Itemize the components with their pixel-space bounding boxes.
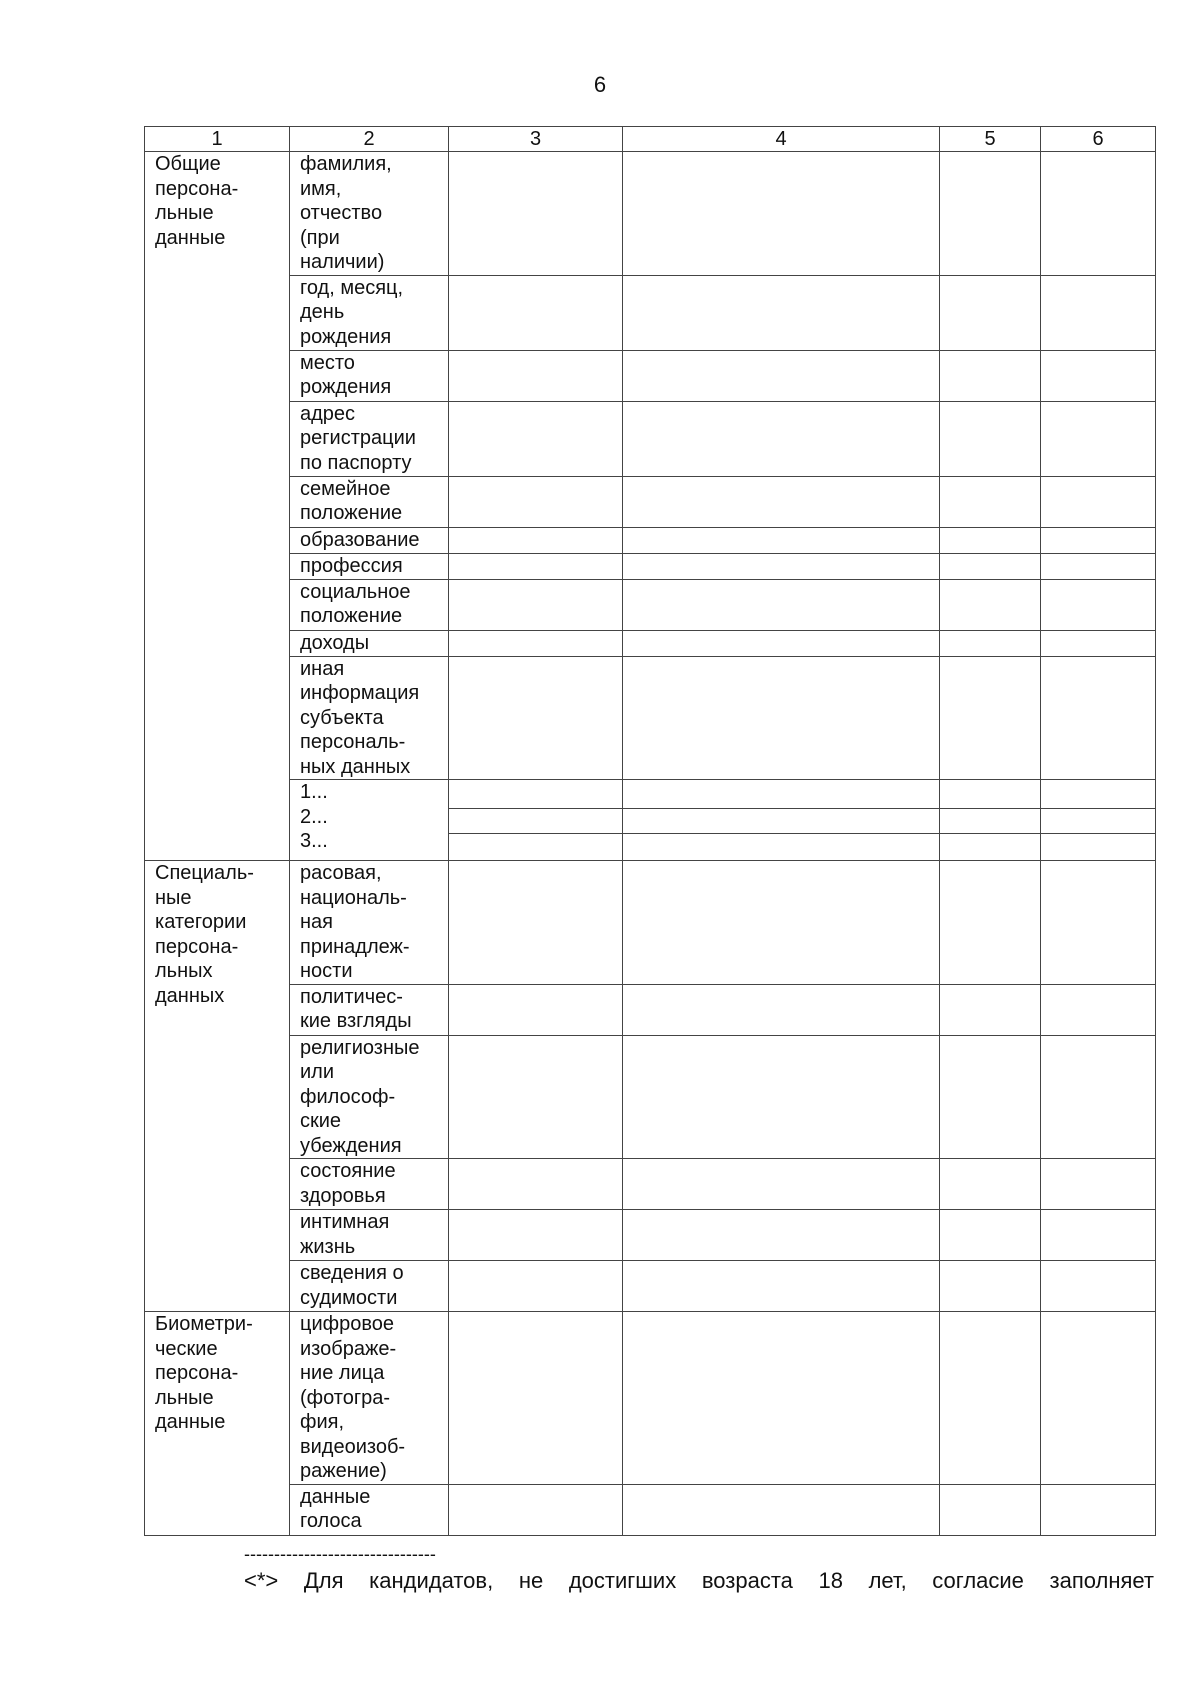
item-line: наличии)	[300, 251, 385, 273]
table-row	[145, 861, 1156, 985]
item-line: рождения	[300, 376, 392, 398]
table-cell-col-4	[623, 861, 940, 985]
category-cell	[145, 861, 290, 1312]
item-line: ские	[300, 1110, 342, 1132]
table-cell-col-5	[940, 1035, 1041, 1159]
table-cell-col-4	[623, 275, 940, 350]
item-line: персональ-	[300, 731, 406, 753]
table-row	[145, 630, 1156, 656]
table-cell-col-6	[1041, 476, 1156, 527]
table-cell-col-5	[940, 1261, 1041, 1312]
table-cell-col-4	[623, 1312, 940, 1485]
item-cell	[290, 1035, 449, 1159]
table-cell-col-3	[449, 1210, 623, 1261]
item-line: изображе-	[300, 1337, 397, 1360]
category-line: персона-	[155, 177, 239, 200]
item-line: год, месяц,	[300, 276, 404, 299]
table-row	[145, 527, 1156, 553]
item-line: (при	[300, 226, 340, 249]
table-cell-col-5	[940, 861, 1041, 985]
table-cell-col-3	[449, 350, 623, 401]
table-cell-col-6	[1041, 1484, 1156, 1535]
table-row	[145, 1312, 1156, 1485]
footnote-divider: --------------------------------	[244, 1544, 436, 1564]
item-line: доходы	[300, 631, 370, 654]
table-cell-col-6	[1041, 152, 1156, 276]
table-row	[145, 553, 1156, 579]
column-header-3: 3	[449, 127, 623, 152]
item-cell	[290, 656, 449, 780]
item-line: иная	[300, 657, 345, 680]
item-cell	[290, 630, 449, 656]
table-cell-col-6	[1041, 275, 1156, 350]
table-cell-col-6	[1041, 350, 1156, 401]
table-cell-col-4	[623, 152, 940, 276]
column-header-4: 4	[623, 127, 940, 152]
table-cell-col-6	[1041, 1159, 1156, 1210]
table-cell-col-6	[1041, 553, 1156, 579]
table-cell-col-3	[449, 1159, 623, 1210]
table-cell-col-5	[940, 579, 1041, 630]
table-cell-col-6	[1041, 834, 1156, 861]
table-cell-col-3	[449, 780, 623, 809]
page-number: 6	[593, 72, 607, 97]
item-cell	[290, 1484, 449, 1535]
table-cell-col-6	[1041, 1210, 1156, 1261]
table-cell-col-5	[940, 809, 1041, 834]
table-cell-col-4	[623, 579, 940, 630]
table-cell-col-3	[449, 527, 623, 553]
item-cell	[290, 152, 449, 276]
category-line: категории	[155, 911, 247, 933]
item-line: ных данных	[300, 755, 411, 778]
category-line: льные	[155, 202, 214, 224]
item-cell	[290, 861, 449, 985]
table-cell-col-4	[623, 809, 940, 834]
table-cell-col-6	[1041, 579, 1156, 630]
table-cell-col-4	[623, 984, 940, 1035]
column-header-6: 6	[1041, 127, 1156, 152]
item-line: субъекта	[300, 706, 384, 729]
table-cell-col-5	[940, 834, 1041, 861]
table-row	[145, 152, 1156, 276]
item-line: голоса	[300, 1510, 362, 1532]
table-row	[145, 1484, 1156, 1535]
table-cell-col-3	[449, 553, 623, 579]
item-cell	[290, 579, 449, 630]
table-cell-col-4	[623, 401, 940, 476]
table-cell-col-5	[940, 553, 1041, 579]
table-body	[145, 152, 1156, 1536]
sub-item-line: 1...	[300, 781, 328, 803]
item-line: состояние	[300, 1160, 396, 1182]
item-line: положение	[300, 605, 403, 627]
table-cell-col-4	[623, 1159, 940, 1210]
item-line: политичес-	[300, 985, 403, 1008]
table-row	[145, 1261, 1156, 1312]
item-line: по паспорту	[300, 451, 412, 474]
table-cell-col-3	[449, 275, 623, 350]
table-row	[145, 1159, 1156, 1210]
table-cell-col-4	[623, 1210, 940, 1261]
category-line: Общие	[155, 153, 221, 175]
sub-item-cell	[290, 780, 449, 861]
item-line: ражение)	[300, 1460, 387, 1482]
item-line: ная	[300, 911, 333, 933]
item-line: имя,	[300, 177, 342, 200]
table-cell-col-4	[623, 350, 940, 401]
item-line: регистрации	[300, 427, 416, 449]
table-cell-col-5	[940, 984, 1041, 1035]
table-cell-col-6	[1041, 984, 1156, 1035]
footnote-text: <*> Для кандидатов, не достигших возраста 18 лет, согласие заполняет	[244, 1568, 1154, 1593]
item-line: адрес	[300, 402, 356, 425]
category-line: Биометри-	[155, 1313, 253, 1335]
table-cell-col-5	[940, 476, 1041, 527]
table-row	[145, 579, 1156, 630]
item-line: убеждения	[300, 1134, 402, 1157]
table-cell-col-5	[940, 1210, 1041, 1261]
item-line: ние лица	[300, 1362, 385, 1384]
table-row	[145, 1210, 1156, 1261]
table-cell-col-3	[449, 984, 623, 1035]
table-cell-col-3	[449, 476, 623, 527]
table-cell-col-6	[1041, 401, 1156, 476]
item-line: фия,	[300, 1411, 345, 1433]
table-cell-col-3	[449, 152, 623, 276]
item-line: образование	[300, 528, 420, 551]
item-line: националь-	[300, 886, 407, 909]
category-line: данные	[155, 226, 226, 249]
item-line: здоровья	[300, 1184, 386, 1207]
table-cell-col-4	[623, 1261, 940, 1312]
table-cell-col-5	[940, 780, 1041, 809]
table-cell-col-6	[1041, 1312, 1156, 1485]
item-line: жизнь	[300, 1235, 356, 1258]
category-line: льных	[155, 960, 213, 982]
item-line: сведения о	[300, 1262, 404, 1284]
table-cell-col-3	[449, 1484, 623, 1535]
column-header-1: 1	[145, 127, 290, 152]
category-line: ные	[155, 886, 192, 909]
item-line: видеоизоб-	[300, 1435, 406, 1458]
category-line: ческие	[155, 1337, 218, 1360]
item-line: рождения	[300, 325, 392, 348]
table-cell-col-6	[1041, 656, 1156, 780]
item-cell	[290, 476, 449, 527]
table-cell-col-5	[940, 152, 1041, 276]
item-cell	[290, 1261, 449, 1312]
table-cell-col-3	[449, 656, 623, 780]
table-row	[145, 656, 1156, 780]
table-cell-col-5	[940, 656, 1041, 780]
header-row	[145, 127, 1156, 152]
item-line: кие взгляды	[300, 1010, 412, 1032]
category-line: персона-	[155, 935, 239, 958]
table-cell-col-5	[940, 527, 1041, 553]
table-cell-col-4	[623, 527, 940, 553]
column-header-5: 5	[940, 127, 1041, 152]
category-line: персона-	[155, 1362, 239, 1384]
table-cell-col-3	[449, 401, 623, 476]
table-cell-col-5	[940, 630, 1041, 656]
item-cell	[290, 527, 449, 553]
item-line: ности	[300, 960, 353, 982]
table-row	[145, 780, 1156, 809]
item-line: религиозные	[300, 1036, 420, 1059]
table-cell-col-6	[1041, 861, 1156, 985]
table-row	[145, 984, 1156, 1035]
item-line: интимная	[300, 1211, 390, 1233]
table-cell-col-3	[449, 579, 623, 630]
category-cell	[145, 152, 290, 861]
item-line: информация	[300, 682, 420, 704]
table-row	[145, 275, 1156, 350]
sub-item-line: 3...	[300, 830, 328, 852]
table-cell-col-3	[449, 834, 623, 861]
table-cell-col-6	[1041, 1261, 1156, 1312]
item-line: расовая,	[300, 862, 382, 884]
category-line: Специаль-	[155, 862, 254, 884]
item-line: положение	[300, 502, 403, 524]
table-row	[145, 1035, 1156, 1159]
table-cell-col-6	[1041, 1035, 1156, 1159]
item-line: день	[300, 301, 345, 323]
table-cell-col-4	[623, 553, 940, 579]
table-row	[145, 401, 1156, 476]
table-cell-col-5	[940, 401, 1041, 476]
table-cell-col-4	[623, 834, 940, 861]
item-cell	[290, 350, 449, 401]
table-cell-col-4	[623, 1484, 940, 1535]
table-cell-col-5	[940, 1312, 1041, 1485]
item-line: философ-	[300, 1085, 396, 1108]
item-cell	[290, 1312, 449, 1485]
table-cell-col-6	[1041, 630, 1156, 656]
table-cell-col-4	[623, 1035, 940, 1159]
category-line: льные	[155, 1386, 214, 1409]
table-cell-col-4	[623, 630, 940, 656]
category-cell	[145, 1312, 290, 1536]
table-cell-col-3	[449, 809, 623, 834]
personal-data-table	[144, 126, 1156, 1536]
item-line: семейное	[300, 477, 391, 500]
item-line: (фотогра-	[300, 1386, 391, 1409]
sub-item-line: 2...	[300, 805, 328, 828]
item-cell	[290, 553, 449, 579]
table-row	[145, 350, 1156, 401]
item-line: социальное	[300, 580, 411, 603]
category-line: данные	[155, 1411, 226, 1433]
table-cell-col-6	[1041, 780, 1156, 809]
table-row	[145, 476, 1156, 527]
item-line: данные	[300, 1485, 371, 1508]
item-line: цифровое	[300, 1313, 394, 1335]
table-cell-col-4	[623, 656, 940, 780]
item-line: принадлеж-	[300, 935, 410, 958]
item-line: фамилия,	[300, 153, 392, 175]
table-cell-col-4	[623, 476, 940, 527]
table-cell-col-3	[449, 861, 623, 985]
table-cell-col-5	[940, 275, 1041, 350]
table-cell-col-5	[940, 1484, 1041, 1535]
item-cell	[290, 1210, 449, 1261]
item-line: отчество	[300, 202, 383, 224]
item-cell	[290, 1159, 449, 1210]
table-cell-col-6	[1041, 809, 1156, 834]
item-cell	[290, 401, 449, 476]
item-line: профессия	[300, 554, 403, 577]
table-cell-col-3	[449, 630, 623, 656]
table-cell-col-3	[449, 1261, 623, 1312]
item-line: судимости	[300, 1286, 398, 1309]
item-cell	[290, 275, 449, 350]
table-cell-col-6	[1041, 527, 1156, 553]
table-cell-col-5	[940, 350, 1041, 401]
item-line: или	[300, 1061, 335, 1083]
item-cell	[290, 984, 449, 1035]
category-line: данных	[155, 984, 225, 1007]
column-header-2: 2	[290, 127, 449, 152]
table-cell-col-4	[623, 780, 940, 809]
table-cell-col-3	[449, 1312, 623, 1485]
item-line: место	[300, 351, 355, 374]
table-cell-col-5	[940, 1159, 1041, 1210]
table-cell-col-3	[449, 1035, 623, 1159]
